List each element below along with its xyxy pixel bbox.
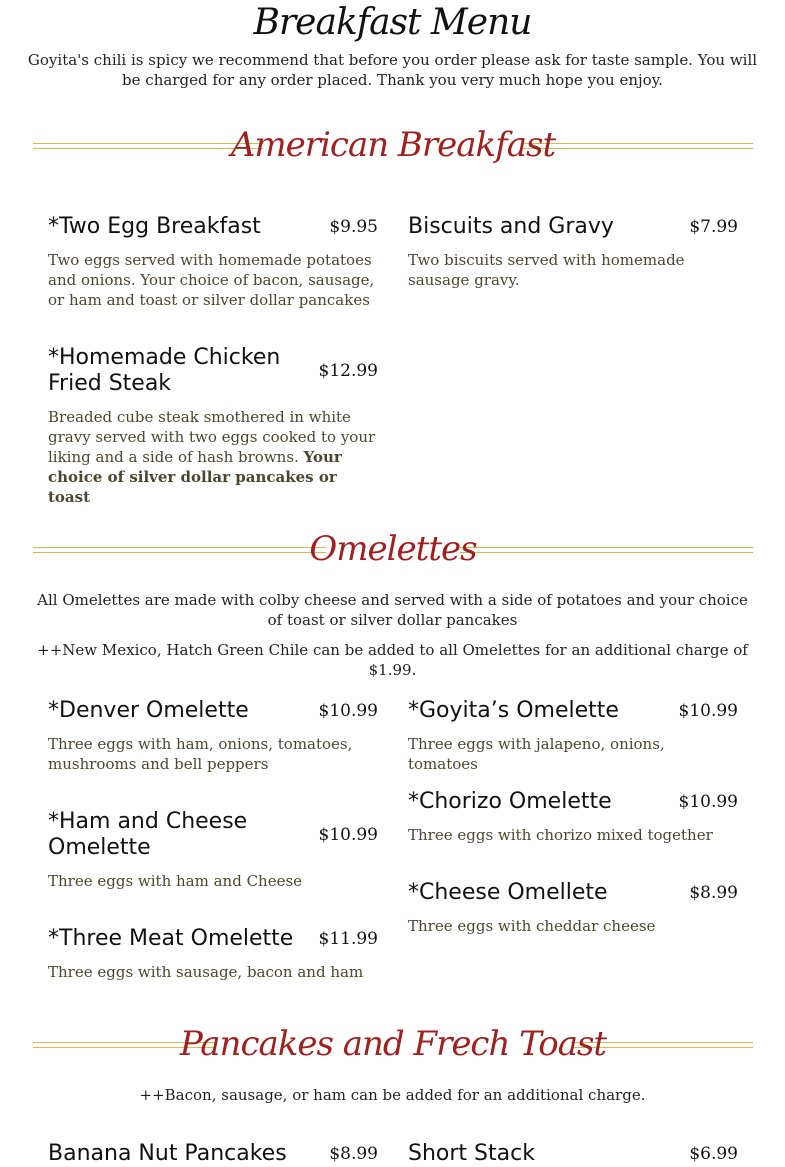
menu-item — [408, 698, 738, 774]
pancakes-note: ++Bacon, sausage, or ham can be added for an additional charge. — [139, 1086, 646, 1104]
menu-item — [48, 345, 378, 507]
item-description: Two biscuits served with homemade sausage gravy. — [408, 251, 685, 289]
menu-item — [408, 880, 738, 936]
item-price: $10.99 — [318, 825, 378, 845]
item-name: *Chorizo Omelette — [408, 789, 612, 814]
item-name: *Denver Omelette — [48, 698, 249, 723]
item-name: *Goyita’s Omelette — [408, 698, 619, 723]
menu-item — [48, 809, 378, 891]
green-chile-note: ++New Mexico, Hatch Green Chile can be added to all Omelettes for an additional charge of $1.99. — [37, 641, 748, 679]
item-price: $8.99 — [329, 1144, 378, 1164]
section-header-omelettes — [33, 524, 753, 574]
section-header-pancakes — [33, 1019, 753, 1069]
item-price: $10.99 — [678, 792, 738, 812]
item-price: $9.95 — [329, 217, 378, 237]
item-name: Biscuits and Gravy — [408, 214, 614, 239]
intro-text: Goyita's chili is spicy we recommend that before you order please ask for taste sample. You will be charged for any order placed. Thank you very much hope you enjoy. — [27, 51, 758, 89]
item-description: Three eggs with chorizo mixed together — [408, 826, 713, 844]
item-price: $11.99 — [318, 929, 378, 949]
section-title: Pancakes and Frech Toast — [179, 1024, 607, 1064]
item-name: *Two Egg Breakfast — [48, 214, 261, 239]
section-title: Omelettes — [309, 529, 477, 569]
item-price: $10.99 — [678, 701, 738, 721]
omelettes-note: All Omelettes are made with colby cheese and served with a side of potatoes and your choice of toast or silver dollar pancakes — [37, 591, 748, 629]
item-name: Short Stack — [408, 1141, 535, 1166]
menu-item — [408, 789, 738, 845]
menu-item — [408, 214, 738, 290]
menu-item — [48, 698, 378, 774]
menu-item — [48, 926, 378, 982]
menu-item — [48, 1141, 378, 1167]
item-name: Banana Nut Pancakes — [48, 1141, 287, 1166]
menu-item — [48, 214, 378, 310]
item-description: Three eggs with ham and Cheese — [48, 872, 303, 890]
item-name: *Homemade Chicken Fried Steak — [48, 345, 281, 396]
item-description: Two eggs served with homemade potatoes and onions. Your choice of bacon, sausage, or ham and toast or silver dollar pancakes — [48, 251, 375, 309]
menu-item — [408, 1141, 738, 1167]
item-price: $12.99 — [318, 361, 378, 381]
section-header-american — [33, 120, 753, 170]
item-description — [48, 407, 378, 507]
page-title: Breakfast Menu — [253, 2, 532, 43]
item-price: $6.99 — [689, 1144, 738, 1164]
section-title: American Breakfast — [230, 125, 556, 165]
item-name: *Three Meat Omelette — [48, 926, 294, 951]
item-name: *Ham and Cheese Omelette — [48, 809, 248, 860]
item-price: $10.99 — [318, 701, 378, 721]
item-description: Three eggs with cheddar cheese — [408, 917, 656, 935]
item-description: Three eggs with sausage, bacon and ham — [48, 963, 364, 981]
item-description-bold: Your choice of silver dollar pancakes or toast — [48, 448, 342, 506]
item-name: *Cheese Omellete — [408, 880, 608, 905]
item-description: Three eggs with ham, onions, tomatoes, mushrooms and bell peppers — [48, 735, 353, 773]
item-price: $7.99 — [689, 217, 738, 237]
item-description-text: Breaded cube steak smothered in white gravy served with two eggs cooked to your liking and a side of hash browns. — [48, 408, 376, 466]
item-description: Three eggs with jalapeno, onions, tomatoes — [408, 735, 665, 773]
item-price: $8.99 — [689, 883, 738, 903]
